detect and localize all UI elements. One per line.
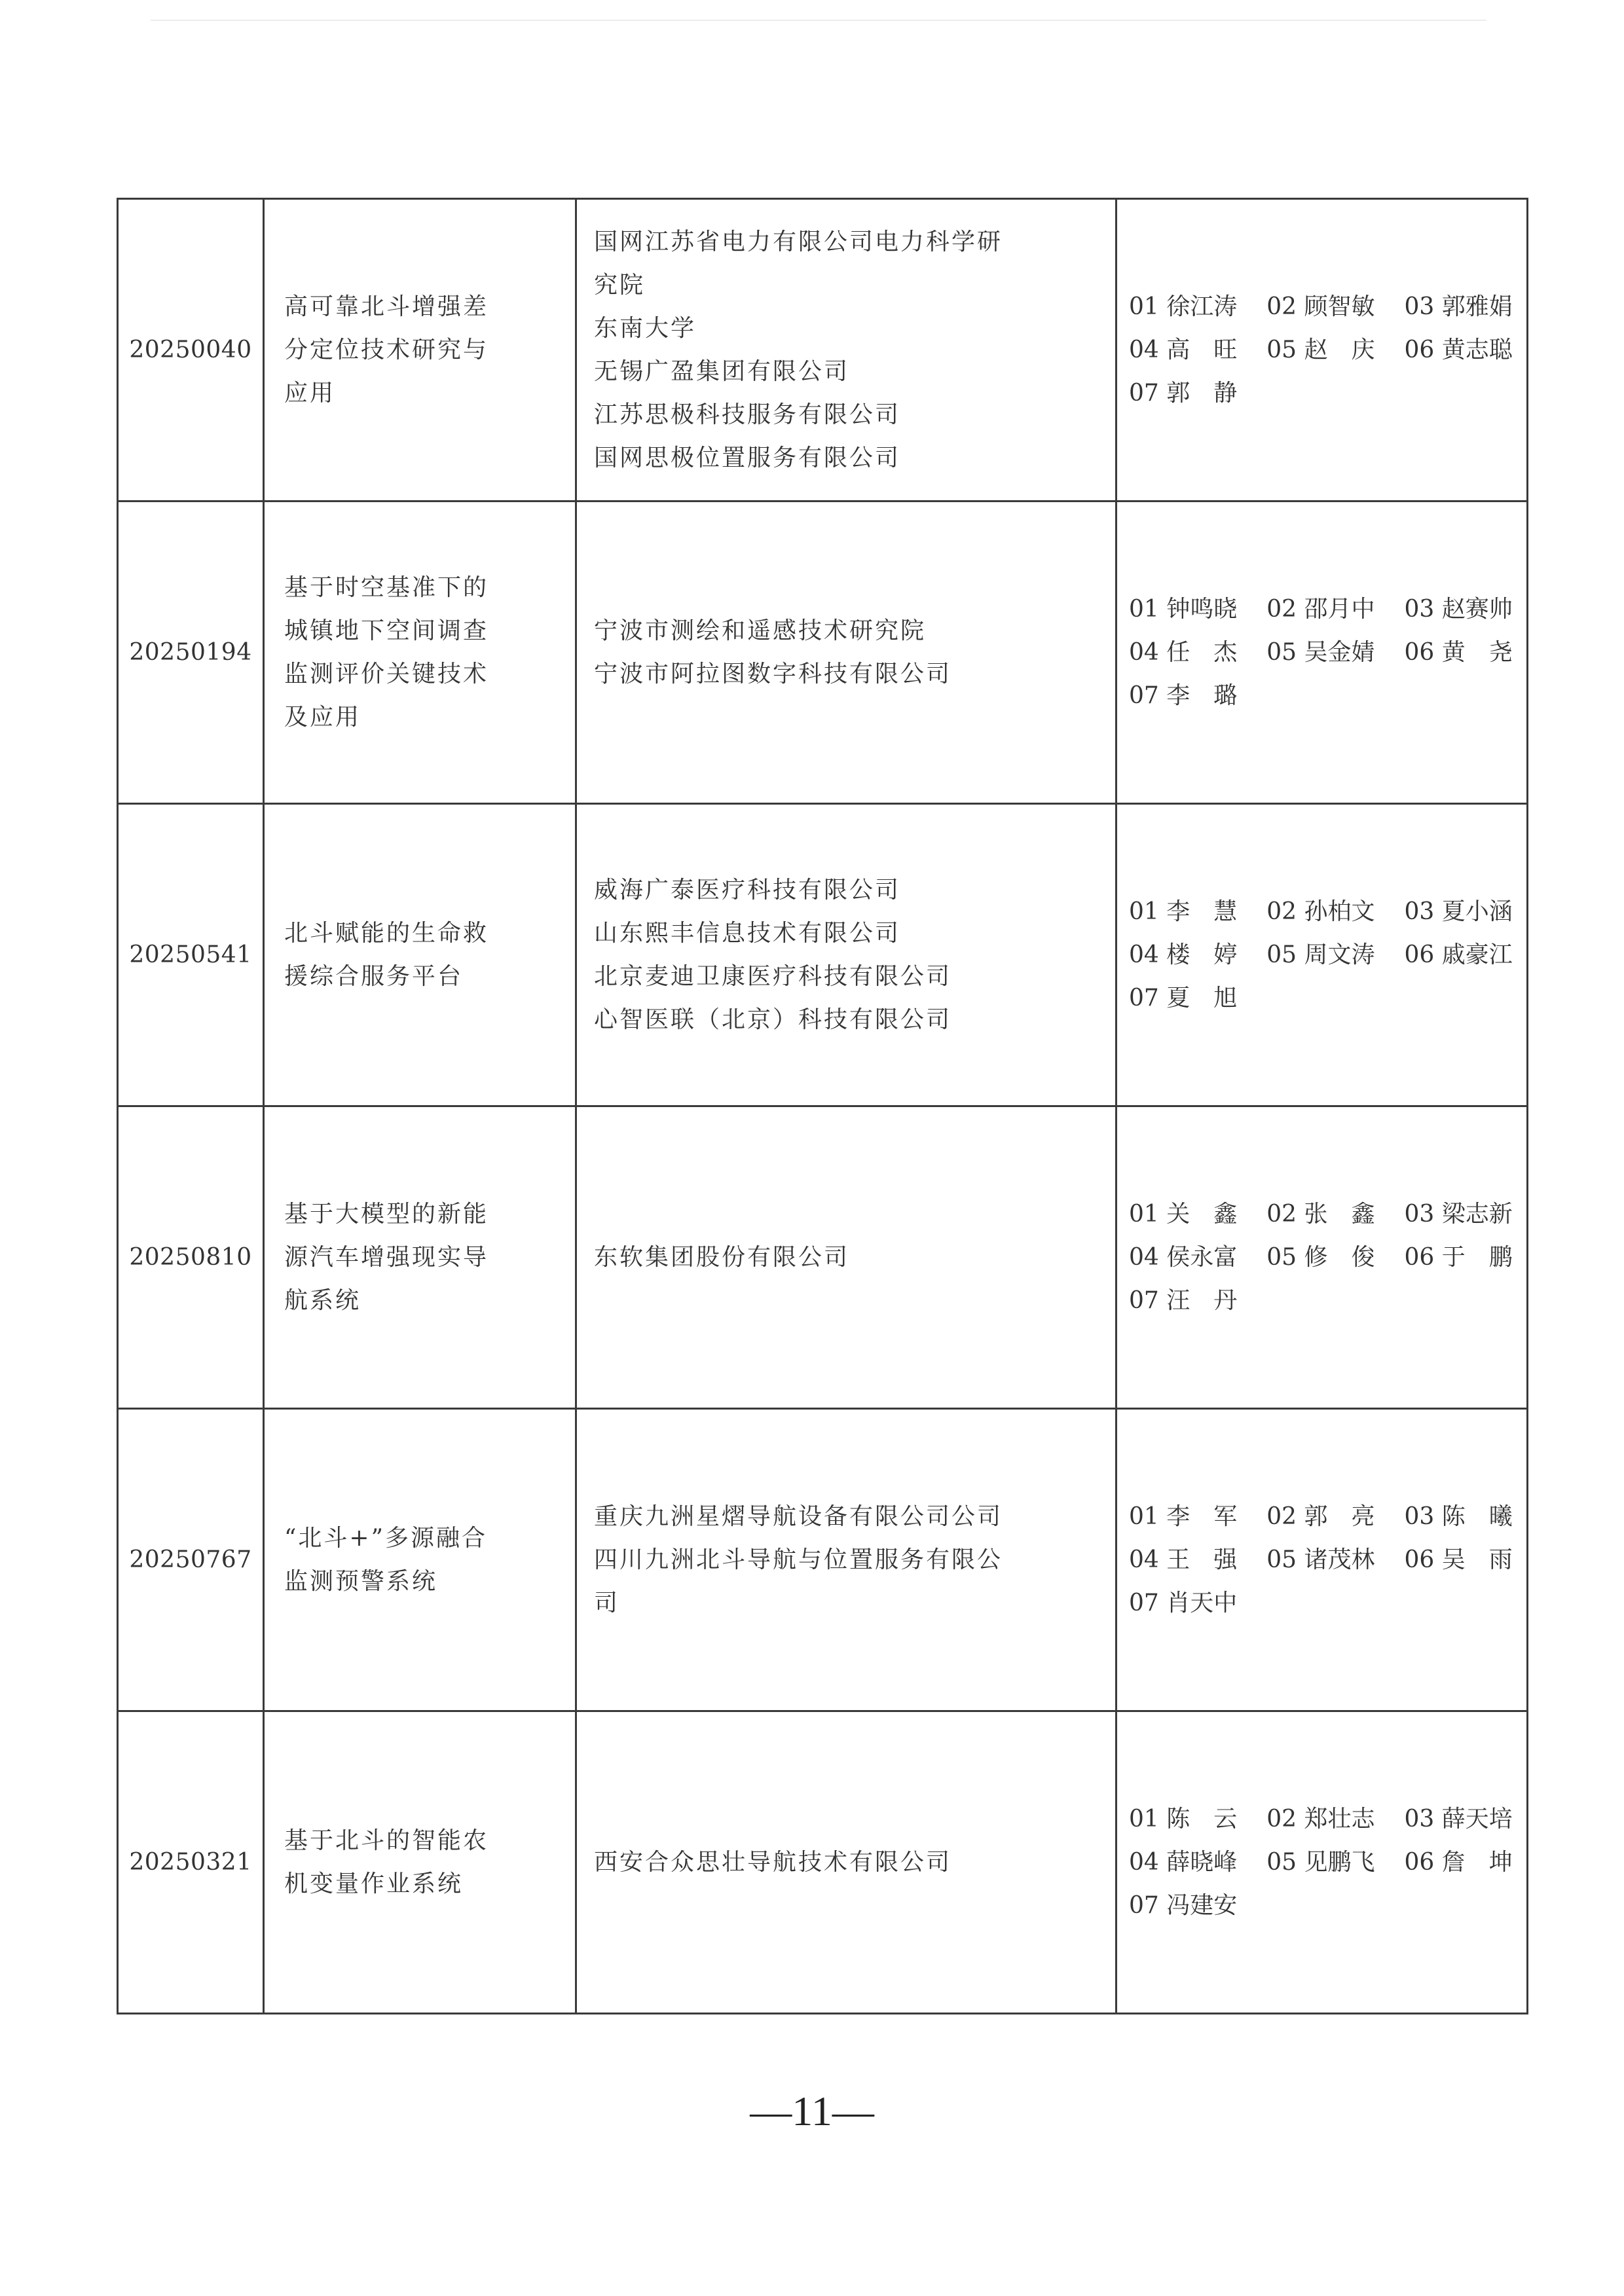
project-name-cell [264,1106,576,1409]
project-name-line: 航系统 [284,1286,361,1314]
organization-line: 四川九洲北斗导航与位置服务有限公 [594,1546,1003,1573]
project-name-cell [264,1711,576,2014]
contributor-name: 07 李 璐 [1129,682,1238,709]
contributor-name: 05 赵 庆 [1266,336,1375,363]
project-name-cell [264,501,576,804]
contributor-name: 06 黄 尧 [1404,638,1513,666]
project-name-cell [264,804,576,1106]
contributors-row [1129,1279,1520,1322]
contributor-name: 01 钟鸣晓 [1129,595,1238,623]
project-id-cell: 20250810 [118,1106,264,1409]
project-name-line: 监测预警系统 [284,1567,438,1595]
contributor-name: 02 孙柏文 [1266,898,1375,925]
organization-line: 心智医联（北京）科技有限公司 [594,1006,952,1033]
contributors-cell [1116,501,1528,804]
contributor-name [1266,977,1404,1020]
contributor-name: 03 郭雅娟 [1404,293,1513,320]
contributor-name: 07 冯建安 [1129,1891,1238,1919]
contributor-name: 03 陈 曦 [1404,1503,1513,1530]
contributors-cell [1116,1711,1528,2014]
contributor-name: 04 任 杰 [1129,638,1238,666]
contributors-cell [1116,1106,1528,1409]
contributor-name: 07 汪 丹 [1129,1286,1238,1314]
contributor-name: 07 郭 静 [1129,379,1238,407]
contributor-name [1266,372,1404,415]
contributors-row [1129,890,1520,934]
contributor-name: 02 顾智敏 [1266,293,1375,320]
contributor-name: 02 郭 亮 [1266,1503,1375,1530]
project-name-cell [264,1409,576,1711]
project-name-line: 及应用 [284,703,361,731]
organization-line: 国网思极位置服务有限公司 [594,444,901,471]
project-name-line: 分定位技术研究与 [284,336,489,363]
contributor-name: 01 陈 云 [1129,1805,1238,1832]
table-row [118,1409,1528,1711]
contributor-name [1404,1582,1520,1625]
organization-line: 司 [594,1589,620,1616]
contributors-cell [1116,1409,1528,1711]
contributors-row [1129,631,1520,674]
table-row [118,1106,1528,1409]
contributor-name: 06 吴 雨 [1404,1546,1513,1573]
contributor-name: 06 于 鹏 [1404,1243,1513,1271]
contributor-name: 06 黄志聪 [1404,336,1513,363]
contributors-cell [1116,199,1528,501]
contributor-name [1404,1279,1520,1322]
project-name-line: “北斗+”多源融合 [284,1524,487,1552]
contributor-name [1404,372,1520,415]
organization-cell [576,199,1116,501]
award-table [117,198,1528,2014]
contributors-row [1129,1236,1520,1279]
award-table-body [118,199,1528,2014]
contributors-row [1129,285,1520,329]
organization-line: 东南大学 [594,314,697,342]
project-name-line: 援综合服务平台 [284,962,464,990]
contributors-cell [1116,804,1528,1106]
table-row [118,199,1528,501]
contributor-name [1404,977,1520,1020]
project-name-line: 北斗赋能的生命救 [284,919,489,947]
project-name-line: 源汽车增强现实导 [284,1243,489,1271]
project-id-cell: 20250194 [118,501,264,804]
organization-line: 宁波市阿拉图数字科技有限公司 [594,660,952,687]
contributor-name: 03 夏小涵 [1404,898,1513,925]
organization-line: 重庆九洲星熠导航设备有限公司公司 [594,1503,1003,1530]
contributor-name: 01 李 军 [1129,1503,1238,1530]
project-name-line: 基于大模型的新能 [284,1200,489,1228]
organization-line: 威海广泰医疗科技有限公司 [594,876,901,903]
organization-cell [576,804,1116,1106]
contributors-row [1129,588,1520,631]
project-name-cell [264,199,576,501]
contributor-name: 04 薛晓峰 [1129,1848,1238,1876]
project-id-cell: 20250767 [118,1409,264,1711]
contributor-name [1266,674,1404,718]
organization-cell [576,1711,1116,2014]
contributor-name: 07 夏 旭 [1129,984,1238,1011]
organization-line: 无锡广盈集团有限公司 [594,357,850,385]
contributors-row [1129,1884,1520,1927]
contributor-name: 05 周文涛 [1266,941,1375,968]
contributor-name: 01 关 鑫 [1129,1200,1238,1228]
contributors-row [1129,372,1520,415]
organization-line: 东软集团股份有限公司 [594,1243,850,1271]
project-name-line: 应用 [284,379,336,407]
contributor-name: 05 吴金婧 [1266,638,1375,666]
project-name-line: 监测评价关键技术 [284,660,489,687]
organization-cell [576,1106,1116,1409]
page-number: —11— [750,2088,874,2134]
contributor-name [1266,1884,1404,1927]
organization-line: 宁波市测绘和遥感技术研究院 [594,617,927,644]
project-id-cell: 20250541 [118,804,264,1106]
project-id-cell: 20250321 [118,1711,264,2014]
contributors-row [1129,977,1520,1020]
contributor-name: 04 侯永富 [1129,1243,1238,1271]
table-row [118,804,1528,1106]
project-name-line: 机变量作业系统 [284,1870,464,1897]
contributors-row [1129,674,1520,718]
contributor-name: 02 张 鑫 [1266,1200,1375,1228]
contributor-name: 06 詹 坤 [1404,1848,1513,1876]
contributor-name: 03 赵赛帅 [1404,595,1513,623]
contributor-name: 07 肖天中 [1129,1589,1238,1616]
organization-line: 西安合众思壮导航技术有限公司 [594,1848,952,1876]
organization-line: 国网江苏省电力有限公司电力科学研 [594,228,1003,255]
organization-line: 江苏思极科技服务有限公司 [594,401,901,428]
page-top-rule [151,20,1486,21]
contributor-name: 02 邵月中 [1266,595,1375,623]
contributors-row [1129,1193,1520,1236]
contributor-name [1404,1884,1520,1927]
contributor-name: 05 诸茂林 [1266,1546,1375,1573]
organization-cell [576,1409,1116,1711]
contributors-row [1129,1495,1520,1539]
contributor-name: 05 见鹏飞 [1266,1848,1375,1876]
contributors-row [1129,1841,1520,1884]
project-id-cell: 20250040 [118,199,264,501]
organization-line: 山东熙丰信息技术有限公司 [594,919,901,947]
project-name-line: 高可靠北斗增强差 [284,293,489,320]
table-row [118,501,1528,804]
contributor-name [1266,1279,1404,1322]
contributors-row [1129,329,1520,372]
project-name-line: 基于时空基准下的 [284,574,489,601]
organization-line: 北京麦迪卫康医疗科技有限公司 [594,962,952,990]
contributor-name: 03 薛天培 [1404,1805,1513,1832]
contributor-name: 05 修 俊 [1266,1243,1375,1271]
contributor-name [1266,1582,1404,1625]
contributor-name: 06 戚豪江 [1404,941,1513,968]
project-name-line: 城镇地下空间调查 [284,617,489,644]
contributor-name [1404,674,1520,718]
contributor-name: 04 楼 婷 [1129,941,1238,968]
project-name-line: 基于北斗的智能农 [284,1827,489,1854]
contributor-name: 01 徐江涛 [1129,293,1238,320]
organization-line: 究院 [594,271,646,299]
contributors-row [1129,934,1520,977]
contributor-name: 03 梁志新 [1404,1200,1513,1228]
contributor-name: 02 郑壮志 [1266,1805,1375,1832]
table-row [118,1711,1528,2014]
contributor-name: 04 王 强 [1129,1546,1238,1573]
contributors-row [1129,1582,1520,1625]
organization-cell [576,501,1116,804]
contributor-name: 04 高 旺 [1129,336,1238,363]
contributor-name: 01 李 慧 [1129,898,1238,925]
contributors-row [1129,1798,1520,1841]
contributors-row [1129,1539,1520,1582]
